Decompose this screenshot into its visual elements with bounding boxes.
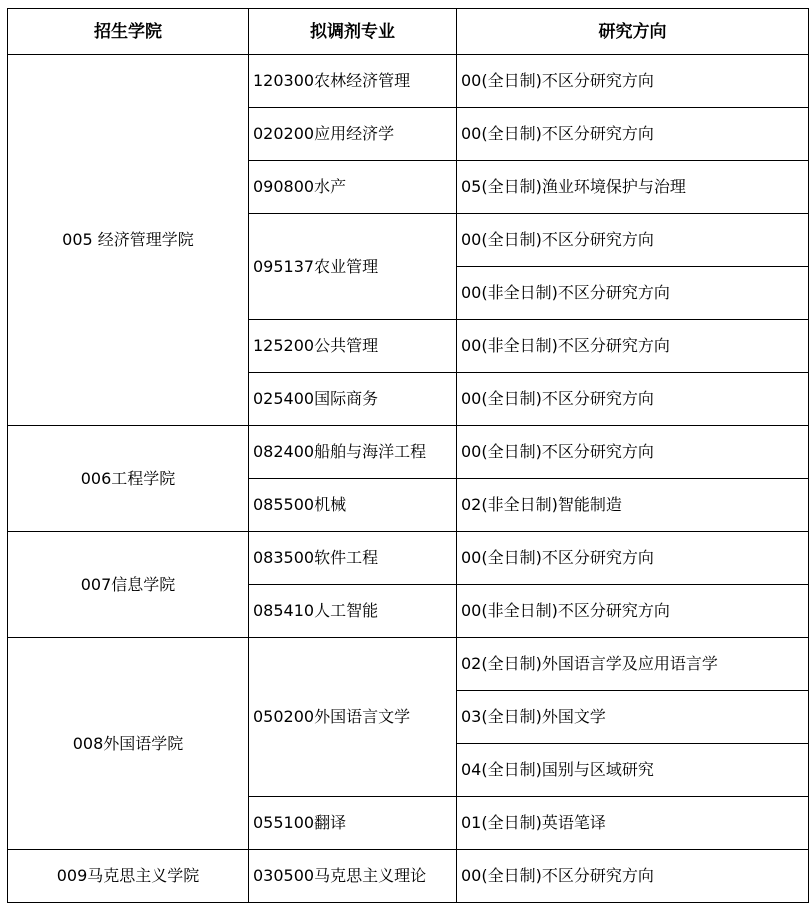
major-cell: 050200外国语言文学 [249,638,457,797]
major-cell: 085410人工智能 [249,585,457,638]
direction-cell: 02(非全日制)智能制造 [457,479,809,532]
table-row [8,850,809,903]
header-major: 拟调剂专业 [249,9,457,55]
major-cell: 090800水产 [249,161,457,214]
direction-cell: 04(全日制)国别与区域研究 [457,744,809,797]
college-cell: 008外国语学院 [8,638,249,850]
college-cell: 007信息学院 [8,532,249,638]
direction-cell: 01(全日制)英语笔译 [457,797,809,850]
table-header [8,9,809,55]
table-row [8,532,809,585]
major-cell: 030500马克思主义理论 [249,850,457,903]
document-page [7,8,809,903]
direction-cell: 00(全日制)不区分研究方向 [457,426,809,479]
college-cell: 006工程学院 [8,426,249,532]
major-cell: 120300农林经济管理 [249,55,457,108]
major-cell: 020200应用经济学 [249,108,457,161]
major-cell: 025400国际商务 [249,373,457,426]
direction-cell: 03(全日制)外国文学 [457,691,809,744]
table-body [8,55,809,903]
header-direction: 研究方向 [457,9,809,55]
major-cell: 083500软件工程 [249,532,457,585]
direction-cell: 00(全日制)不区分研究方向 [457,850,809,903]
major-cell: 095137农业管理 [249,214,457,320]
major-cell: 125200公共管理 [249,320,457,373]
direction-cell: 02(全日制)外国语言学及应用语言学 [457,638,809,691]
direction-cell: 00(非全日制)不区分研究方向 [457,267,809,320]
direction-cell: 00(非全日制)不区分研究方向 [457,320,809,373]
major-cell: 082400船舶与海洋工程 [249,426,457,479]
direction-cell: 05(全日制)渔业环境保护与治理 [457,161,809,214]
direction-cell: 00(全日制)不区分研究方向 [457,108,809,161]
direction-cell: 00(非全日制)不区分研究方向 [457,585,809,638]
direction-cell: 00(全日制)不区分研究方向 [457,532,809,585]
direction-cell: 00(全日制)不区分研究方向 [457,214,809,267]
college-cell: 005 经济管理学院 [8,55,249,426]
college-cell: 009马克思主义学院 [8,850,249,903]
major-cell: 055100翻译 [249,797,457,850]
header-row [8,9,809,55]
direction-cell: 00(全日制)不区分研究方向 [457,55,809,108]
table-row [8,638,809,691]
table-row [8,426,809,479]
table-row [8,55,809,108]
direction-cell: 00(全日制)不区分研究方向 [457,373,809,426]
major-cell: 085500机械 [249,479,457,532]
adjustment-table [7,8,809,903]
header-college: 招生学院 [8,9,249,55]
